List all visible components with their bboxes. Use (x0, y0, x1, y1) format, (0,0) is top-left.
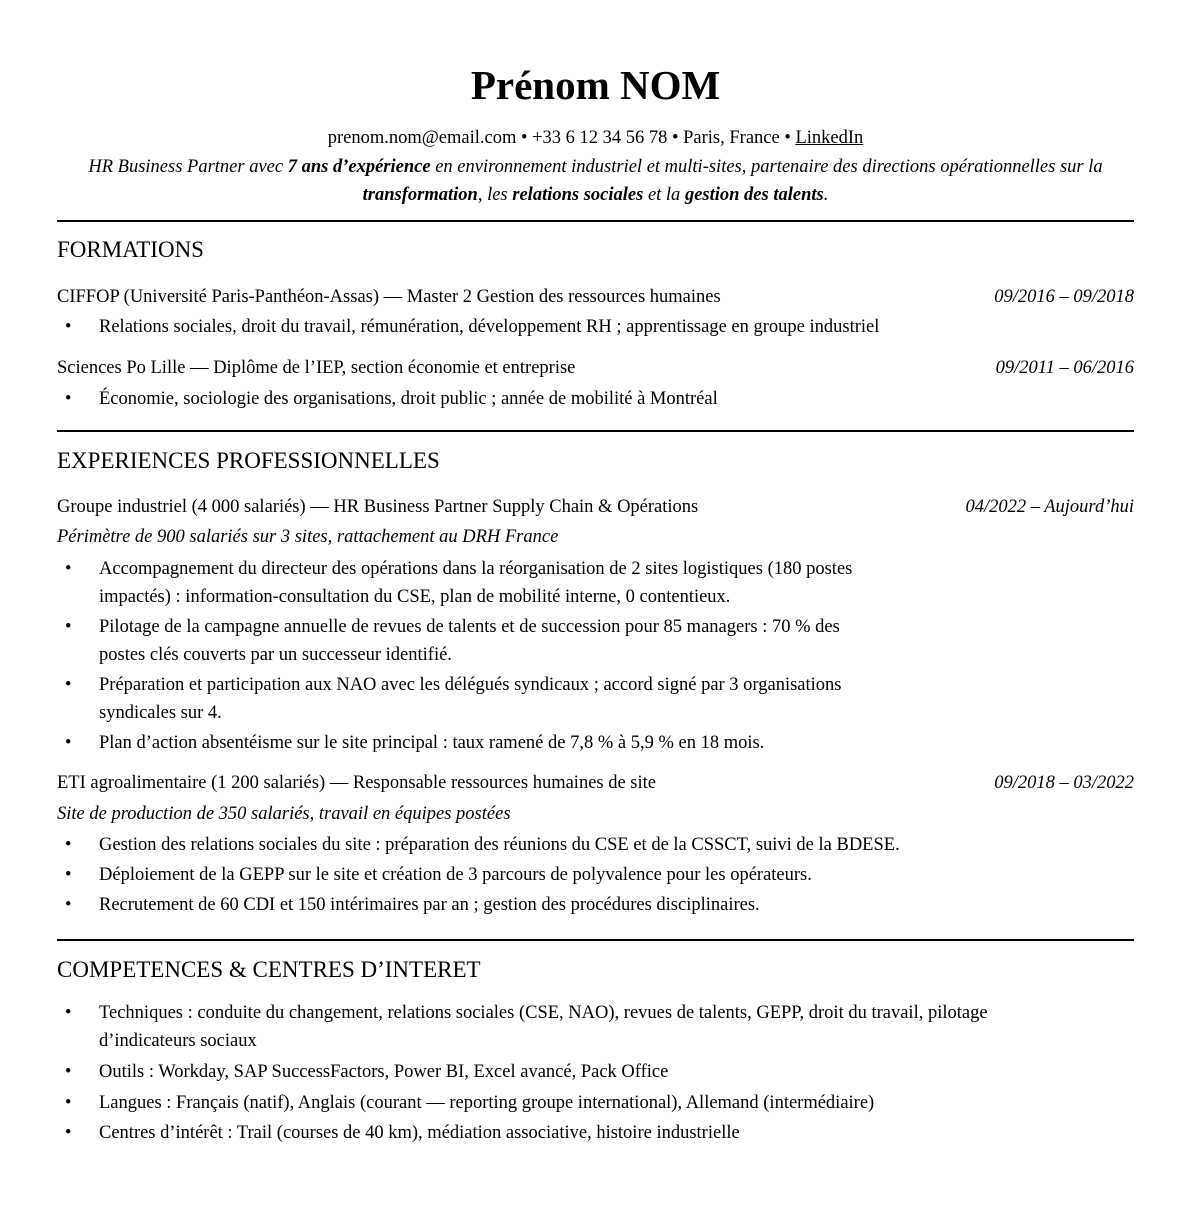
list-item-line: • Plan d’action absentéisme sur le site principal : taux ramené de 7,8 % à 5,9 % en 18 mois. (99, 733, 765, 753)
experience-date: 04/2022 – Aujourd’hui (965, 497, 1134, 517)
list-item (99, 555, 852, 611)
education-date: 09/2016 – 09/2018 (994, 287, 1134, 307)
section-title-competences: COMPETENCES & CENTRES D’INTERET (57, 957, 481, 982)
section-title-formations: FORMATIONS (57, 237, 204, 262)
list-item: • Langues : Français (natif), Anglais (courant — reporting groupe international), Allemand (intermédiaire) (99, 1089, 874, 1117)
summary-highlight: gestion des talents (684, 185, 824, 205)
list-item: • Recrutement de 60 CDI et 150 intérimaires par an ; gestion des procédures disciplinaires. (99, 891, 760, 919)
list-item-line: • Accompagnement du directeur des opérations dans la réorganisation de 2 sites logistiques (180 postes (99, 559, 853, 579)
experience-subtitle: Site de production de 350 salariés, travail en équipes postées (57, 804, 511, 824)
list-item-line: • Préparation et participation aux NAO avec les délégués syndicaux ; accord signé par 3 organisations (99, 675, 842, 695)
list-item-line: postes clés couverts par un successeur identifié. (99, 645, 452, 665)
summary-text: HR Business Partner avec (88, 157, 288, 177)
candidate-name: Prénom NOM (470, 62, 721, 108)
list-item-line: • Pilotage de la campagne annuelle de revues de talents et de succession pour 85 managers : 70 % des (99, 617, 840, 637)
list-item-line: impactés) : information-consultation du CSE, plan de mobilité interne, 0 contentieux. (99, 587, 731, 607)
list-item: • Relations sociales, droit du travail, rémunération, développement RH ; apprentissage en groupe industriel (99, 313, 879, 341)
summary-text: et la (643, 185, 685, 205)
list-item-line: • Techniques : conduite du changement, relations sociales (CSE, NAO), revues de talents, GEPP, droit du travail, pilotage (99, 1003, 988, 1023)
experience-title: Groupe industriel (4 000 salariés) — HR Business Partner Supply Chain & Opérations (57, 497, 699, 517)
summary-highlight: relations sociales (512, 185, 644, 205)
list-item (99, 729, 764, 757)
experience-title: ETI agroalimentaire (1 200 salariés) — Responsable ressources humaines de site (57, 773, 657, 793)
education-title: CIFFOP (Université Paris-Panthéon-Assas) — Master 2 Gestion des ressources humaines (57, 287, 721, 307)
education-date: 09/2011 – 06/2016 (995, 358, 1134, 378)
section-title-experiences: EXPERIENCES PROFESSIONNELLES (57, 448, 440, 473)
section-divider (57, 939, 1134, 941)
experience-date: 09/2018 – 03/2022 (994, 773, 1134, 793)
education-entry (57, 355, 1134, 381)
list-item: • Outils : Workday, SAP SuccessFactors, Power BI, Excel avancé, Pack Office (99, 1058, 668, 1086)
list-item (99, 613, 840, 669)
linkedin-link[interactable]: LinkedIn (795, 128, 864, 148)
education-entry (57, 284, 1134, 310)
education-title: Sciences Po Lille — Diplôme de l’IEP, section économie et entreprise (57, 358, 576, 378)
list-item: • Économie, sociologie des organisations, droit public ; année de mobilité à Montréal (99, 385, 718, 413)
section-divider (57, 430, 1134, 432)
summary-text: , les (477, 185, 513, 205)
section-divider (57, 220, 1134, 222)
list-item (99, 671, 842, 727)
summary-text: . (823, 185, 829, 205)
list-item (99, 999, 988, 1055)
experience-entry (57, 770, 1134, 796)
summary-highlight: 7 ans d’expérience (287, 157, 431, 177)
contact-details: prenom.nom@email.com • +33 6 12 34 56 78 • Paris, France • (327, 128, 796, 148)
list-item-line: syndicales sur 4. (99, 703, 222, 723)
profile-summary (57, 153, 1134, 209)
contact-line (0, 125, 1191, 151)
experience-subtitle: Périmètre de 900 salariés sur 3 sites, rattachement au DRH France (57, 527, 559, 547)
list-item: • Déploiement de la GEPP sur le site et création de 3 parcours de polyvalence pour les opérateurs. (99, 861, 812, 889)
list-item: • Gestion des relations sociales du site : préparation des réunions du CSE et de la CSSCT, suivi de la BDESE. (99, 831, 900, 859)
list-item-line: d’indicateurs sociaux (99, 1031, 257, 1051)
summary-text: en environnement industriel et multi-sites, partenaire des directions opérationnelles sur la (430, 157, 1103, 177)
experience-entry (57, 494, 1134, 520)
list-item: • Centres d’intérêt : Trail (courses de 40 km), médiation associative, histoire industrielle (99, 1119, 740, 1147)
summary-highlight: transformation (362, 185, 478, 205)
